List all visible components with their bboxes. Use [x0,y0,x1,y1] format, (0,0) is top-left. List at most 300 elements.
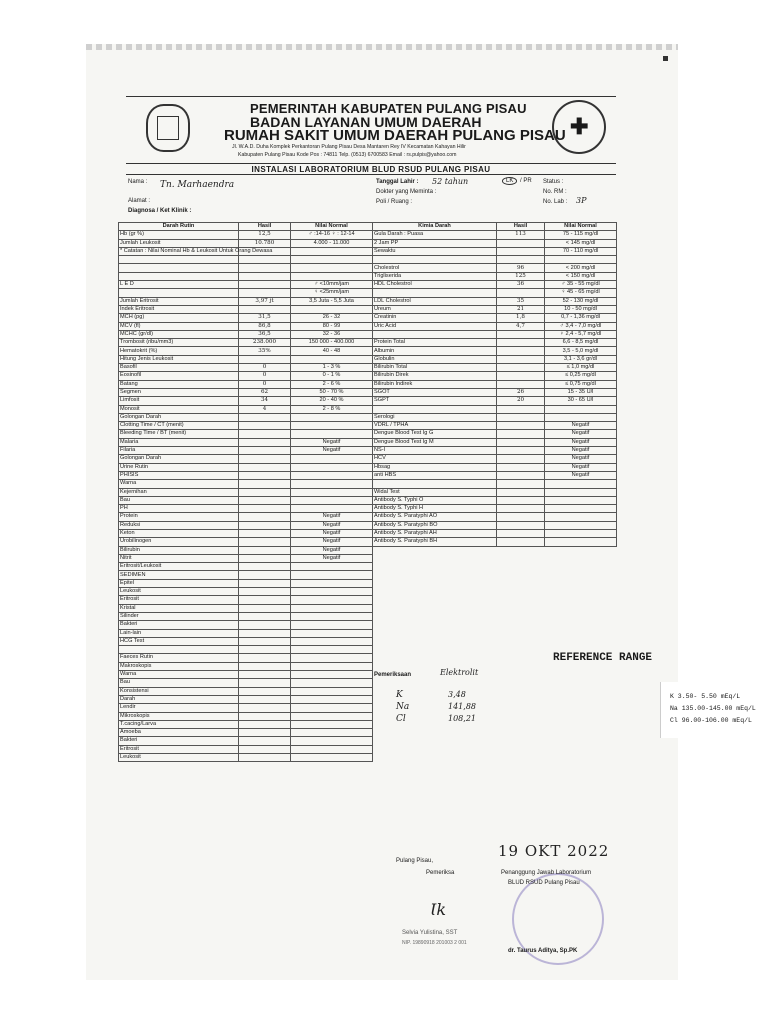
test-name: Eosinofil [119,372,239,380]
result-value [239,621,291,629]
tgl-lahir-value: 52 tahun [432,177,469,186]
normal-range: Negatif [545,447,617,455]
left-table-row [119,621,373,629]
regency-logo-icon [146,104,190,152]
result-value [239,447,291,455]
left-table-row [119,654,373,662]
normal-range: ♀ 45 - 65 mg/dl [545,289,617,297]
test-name: Hb (gr %) [119,231,239,239]
header-line3: RUMAH SAKIT UMUM DAERAH PULANG PISAU [224,127,566,144]
normal-range: 40 - 48 [291,347,373,355]
result-value [239,480,291,488]
result-value [239,289,291,297]
result-value [239,612,291,620]
test-name: Widal Test [373,488,497,496]
normal-range: Negatif [545,471,617,479]
normal-range: 15 - 35 U/l [545,388,617,396]
normal-range [291,571,373,579]
no-lab-value: 3P [576,196,587,205]
left-table-row [119,612,373,620]
test-name: SGPT [373,397,497,405]
normal-range [291,654,373,662]
normal-range [291,629,373,637]
left-table-row [119,646,373,654]
test-name: Antibody S. Typhi O [373,496,497,504]
header-line1: PEMERINTAH KABUPATEN PULANG PISAU [250,101,527,116]
header-address2: Kabupaten Pulang Pisau Kode Pos : 74811 Telp. (0513) 6700583 Email : rs.pulpis@yahoo.com [238,152,457,158]
right-table-row [373,380,617,388]
result-value: 21 [497,305,545,313]
pj-name: dr. Taurus Aditya, Sp.PK [508,948,578,954]
pemeriksa-name: Selvia Yulistina, SST [402,930,458,936]
test-name: Indek Eritrosit [119,305,239,313]
normal-range: Negatif [291,538,373,546]
result-value [239,538,291,546]
right-table-row [373,388,617,396]
result-value: 36 [497,281,545,289]
normal-range: < 145 mg/dl [545,239,617,247]
test-name: Antibody S. Typhi H [373,505,497,513]
normal-range: 3,5 Juta - 5,5 Juta [291,297,373,305]
result-value [239,272,291,280]
normal-range [291,256,373,264]
normal-range: 52 - 130 mg/dl [545,297,617,305]
normal-range: ≤ 0,25 mg/dl [545,372,617,380]
test-name: Hbsag [373,463,497,471]
normal-range [291,729,373,737]
test-name: Dengue Blood Test Ig G [373,430,497,438]
test-name: Silinder [119,612,239,620]
result-value [239,305,291,313]
result-value [239,496,291,504]
normal-range [291,247,373,255]
normal-range [545,405,617,413]
right-table-row [373,422,617,430]
result-value: 86,8 [239,322,291,330]
corner-mark [663,56,668,61]
test-name [119,264,239,272]
sex-value: LK [502,177,517,185]
right-table-row [373,480,617,488]
normal-range: 2 - 6 % [291,380,373,388]
left-table-row [119,745,373,753]
left-table-row [119,372,373,380]
normal-range [291,662,373,670]
test-name: Gula Darah : Puasa [373,231,497,239]
test-name: Leukosit [119,588,239,596]
normal-range [545,488,617,496]
test-name: Protein Total [373,339,497,347]
test-name: NS-I [373,447,497,455]
normal-range: Negatif [545,430,617,438]
result-value [239,662,291,670]
left-table-row [119,388,373,396]
test-name: Protein [119,513,239,521]
reference-line: K 3.50- 5.50 mEq/L [670,693,741,700]
result-value [239,604,291,612]
test-name: MCHC (gr/dl) [119,330,239,338]
nama-label: Nama : [128,179,148,185]
test-name: SGOT [373,388,497,396]
left-results-table [118,222,373,762]
col-header-hasil: Hasil [239,223,291,231]
normal-range [291,720,373,728]
left-table-row [119,720,373,728]
test-name: Bilirubin [119,546,239,554]
test-name: Eritrosit/Leukosit [119,563,239,571]
right-table-row [373,505,617,513]
left-table-row [119,438,373,446]
result-value [497,372,545,380]
test-name: Bilirubin Indirek [373,380,497,388]
left-table-row [119,455,373,463]
normal-range [291,488,373,496]
result-value [239,637,291,645]
test-name: Warna [119,480,239,488]
place-label: Pulang Pisau, [396,858,434,864]
result-value: 96 [497,264,545,272]
test-name: Warna [119,671,239,679]
result-value: 31,5 [239,314,291,322]
right-table-row [373,272,617,280]
right-results-table [372,222,617,547]
diagnosa-label: Diagnosa / Ket Klinik : [128,208,192,214]
result-value [239,463,291,471]
normal-range [291,695,373,703]
elektrolit-name: K [396,690,403,700]
left-table-row [119,463,373,471]
test-name: HDL Cholestrol [373,281,497,289]
normal-range: ♂ 35 - 55 mg/dl [545,281,617,289]
test-name [119,272,239,280]
result-value [239,488,291,496]
normal-range: 4.000 - 11.000 [291,239,373,247]
left-table-row [119,447,373,455]
test-name: Monosit [119,405,239,413]
left-table-row [119,596,373,604]
header-line2: BADAN LAYANAN UMUM DAERAH [250,114,482,130]
normal-range: 3,1 - 3,6 gr/dl [545,355,617,363]
reference-line: Na 135.00-145.00 mEq/L [670,705,756,712]
result-value [239,671,291,679]
normal-range [291,471,373,479]
col-header-kimia-darah: Kimia Darah [373,223,497,231]
left-table-row [119,729,373,737]
left-table-row [119,239,373,247]
test-name: Bakteri [119,737,239,745]
normal-range: Negatif [291,554,373,562]
right-table-row [373,488,617,496]
normal-range: 6,6 - 8,5 mg/dl [545,339,617,347]
test-name [119,289,239,297]
normal-range [291,413,373,421]
test-name: Faeces Rutin [119,654,239,662]
normal-range: Negatif [291,529,373,537]
left-table-row [119,231,373,239]
right-table-row [373,463,617,471]
normal-range [291,463,373,471]
right-table-row [373,355,617,363]
test-name: Golongan Darah [119,455,239,463]
left-table-row [119,355,373,363]
normal-range: Negatif [545,463,617,471]
left-table-row [119,347,373,355]
normal-range: ♂ :14-16 ♀ : 12-14 [291,231,373,239]
normal-range: 75 - 115 mg/dl [545,231,617,239]
result-value [239,513,291,521]
test-name: * Catatan : Nilai Nominal Hb & Leukosit Untuk Orang Dewasa [120,247,273,254]
normal-range [291,563,373,571]
col-header-hasil-right: Hasil [497,223,545,231]
normal-range [291,612,373,620]
test-name: Mikroskopis [119,712,239,720]
test-name: Bilirubin Total [373,364,497,372]
normal-range [291,621,373,629]
left-table-row [119,272,373,280]
result-value: 12,5 [239,231,291,239]
result-value: 62 [239,388,291,396]
normal-range: ♀ 2,4 - 5,7 mg/dl [545,330,617,338]
normal-range: 80 - 99 [291,322,373,330]
result-value [239,695,291,703]
result-value [239,471,291,479]
left-table-row [119,538,373,546]
elektrolit-value: 141,88 [448,702,476,711]
normal-range [291,480,373,488]
result-value [497,347,545,355]
result-value [239,505,291,513]
left-table-row [119,364,373,372]
result-value [239,546,291,554]
normal-range [291,579,373,587]
pemeriksa-label: Pemeriksa [426,870,455,876]
test-name: Keton [119,529,239,537]
result-value [239,720,291,728]
test-name: Bau [119,679,239,687]
test-name [119,646,239,654]
test-name: Jumlah Leukosit [119,239,239,247]
right-table-row [373,281,617,289]
right-table-row [373,447,617,455]
result-value [497,538,545,546]
normal-range: Negatif [291,513,373,521]
result-value [239,596,291,604]
normal-range [291,754,373,762]
result-value [239,438,291,446]
normal-range: Negatif [545,455,617,463]
normal-range [545,480,617,488]
no-rm-label: No. RM : [543,189,567,195]
normal-range [291,588,373,596]
result-value: 125 [497,272,545,280]
left-table-row [119,422,373,430]
normal-range: 70 - 110 mg/dl [545,247,617,255]
status-label: Status : [543,179,564,185]
result-value [239,521,291,529]
result-value [497,463,545,471]
right-table-row [373,438,617,446]
result-value [497,422,545,430]
pj-label2: BLUD RSUD Pulang Pisau [508,880,580,886]
test-name: Urobilinogen [119,538,239,546]
right-table-row [373,264,617,272]
test-name: L E D [119,281,239,289]
result-value: 35% [239,347,291,355]
normal-range [291,745,373,753]
result-value: 0 [239,372,291,380]
normal-range [291,646,373,654]
test-name: PH [119,505,239,513]
test-name: Antibody S. Paratyphi BH [373,538,497,546]
test-name: HCG Test [119,637,239,645]
no-lab-label: No. Lab : [543,199,568,205]
left-table-row [119,521,373,529]
normal-range [545,413,617,421]
right-table-row [373,538,617,546]
normal-range [291,455,373,463]
result-value: 0 [239,380,291,388]
normal-range [291,712,373,720]
normal-range: 10 - 50 mg/dl [545,305,617,313]
result-value: 3,97 jt [239,297,291,305]
result-value [497,505,545,513]
normal-range: 0 - 1 % [291,372,373,380]
test-name [119,256,239,264]
normal-range [291,737,373,745]
result-value [497,339,545,347]
left-table-row [119,554,373,562]
result-value [497,239,545,247]
right-table-row [373,513,617,521]
result-value [239,629,291,637]
alamat-label: Alamat : [128,198,151,204]
test-name: Antibody S. Paratyphi BO [373,521,497,529]
result-value [497,355,545,363]
test-name: Hitung Jenis Leukosit [119,355,239,363]
elektrolit-label: Pemeriksaan [374,672,412,678]
result-value [239,737,291,745]
test-name: Batang [119,380,239,388]
right-table-row [373,330,617,338]
normal-range [545,521,617,529]
normal-range: ♂ <10mm/jam [291,281,373,289]
test-name: Urine Rutin [119,463,239,471]
result-value [239,571,291,579]
normal-range: 0,7 - 1,36 mg/dl [545,314,617,322]
test-name: SEDIMEN [119,571,239,579]
test-name [373,405,497,413]
result-value [497,488,545,496]
result-value [239,264,291,272]
left-table-row [119,339,373,347]
test-name: Dengue Blood Test Ig M [373,438,497,446]
left-table-row [119,546,373,554]
result-value: 35 [497,297,545,305]
right-table-row [373,471,617,479]
reference-line: Cl 96.00-106.00 mEq/L [670,717,752,724]
col-header-nilai-normal: Nilai Normal [291,223,373,231]
result-value [239,704,291,712]
normal-range: Negatif [545,438,617,446]
normal-range [291,596,373,604]
normal-range [545,496,617,504]
left-table-row [119,513,373,521]
right-table-row [373,496,617,504]
result-value [239,529,291,537]
test-name: Epitel [119,579,239,587]
result-value [497,438,545,446]
left-table-row [119,712,373,720]
result-value [497,247,545,255]
result-value: 20 [497,397,545,405]
reference-range-title: REFERENCE RANGE [553,652,653,664]
right-table-row [373,405,617,413]
normal-range: 32 - 36 [291,330,373,338]
result-value [497,480,545,488]
result-value: 36,5 [239,330,291,338]
left-table-row [119,579,373,587]
elektrolit-name: Cl [396,714,406,724]
test-name: Antibody S. Paratyphi AH [373,529,497,537]
result-value: 4,7 [497,322,545,330]
normal-range: ♀ <25mm/jam [291,289,373,297]
result-value: 1,8 [497,314,545,322]
normal-range: ♂ 3,4 - 7,0 mg/dl [545,322,617,330]
test-name: Bau [119,496,239,504]
normal-range: 3,5 - 5,0 mg/dl [545,347,617,355]
normal-range: 50 - 70 % [291,388,373,396]
normal-range [291,704,373,712]
elektrolit-name: Na [396,702,410,712]
test-name [373,480,497,488]
result-value [497,289,545,297]
normal-range: Negatif [291,438,373,446]
test-name: Nitrit [119,554,239,562]
normal-range [545,529,617,537]
left-table-row [119,430,373,438]
normal-range [291,264,373,272]
test-name: Ureum [373,305,497,313]
normal-range: 1 - 3 % [291,364,373,372]
left-table-row [119,737,373,745]
result-value [497,513,545,521]
left-table-row [119,256,373,264]
result-value [239,554,291,562]
result-value [239,281,291,289]
result-value: 34 [239,397,291,405]
test-name: Golongan Darah [119,413,239,421]
test-name: T.cacing/Larva [119,720,239,728]
normal-range [291,505,373,513]
left-table-row [119,671,373,679]
result-value [497,496,545,504]
normal-range [291,679,373,687]
result-value [239,413,291,421]
test-name [373,330,497,338]
left-table-row [119,529,373,537]
right-table-row [373,289,617,297]
result-value [497,529,545,537]
right-table-row [373,256,617,264]
left-table-row [119,695,373,703]
right-table-row [373,430,617,438]
right-table-row [373,314,617,322]
test-name: Trigliserida [373,272,497,280]
test-name: Jumlah Eritrosit [119,297,239,305]
normal-range [545,256,617,264]
right-table-row [373,529,617,537]
test-name: Hematokrit (%) [119,347,239,355]
